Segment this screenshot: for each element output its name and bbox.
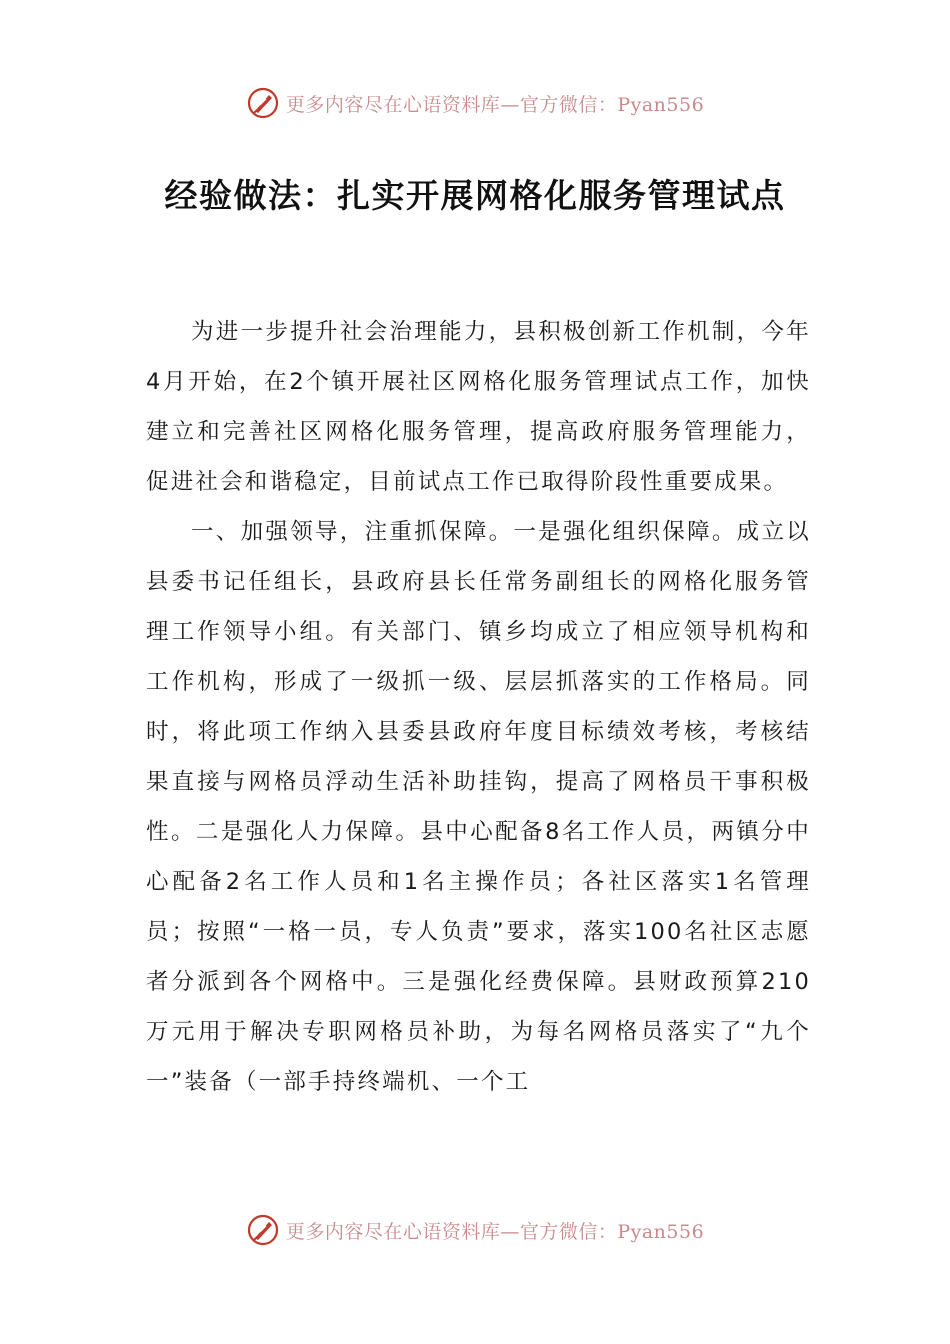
quill-pen-logo-icon bbox=[246, 86, 280, 120]
body-paragraph-1: 为进一步提升社会治理能力，县积极创新工作机制，今年4月开始，在2个镇开展社区网格化服务管理试点工作，加快建立和完善社区网格化服务管理，提高政府服务管理能力，促进社会和谐稳定，目前试点工作已取得阶段性重要成果。 bbox=[146, 319, 811, 495]
footer-banner-text: 更多内容尽在心语资料库—官方微信：Pyan556 bbox=[285, 1220, 705, 1243]
quill-pen-logo-icon bbox=[246, 1213, 280, 1247]
header-banner-text: 更多内容尽在心语资料库—官方微信：Pyan556 bbox=[285, 93, 705, 116]
header-banner bbox=[0, 83, 950, 123]
document-title: 经验做法：扎实开展网格化服务管理试点 bbox=[164, 176, 786, 215]
document-body bbox=[146, 307, 811, 1107]
body-paragraph-2: 一、加强领导，注重抓保障。一是强化组织保障。成立以县委书记任组长，县政府县长任常务副组长的网格化服务管理工作领导小组。有关部门、镇乡均成立了相应领导机构和工作机构，形成了一级抓一级、层层抓落实的工作格局。同时，将此项工作纳入县委县政府年度目标绩效考核，考核结果直接与网格员浮动生活补助挂钩，提高了网格员干事积极性。二是强化人力保障。县中心配备8名工作人员，两镇分中心配备2名工作人员和1名主操作员；各社区落实1名管理员；按照“一格一员，专人负责”要求，落实100名社区志愿者分派到各个网格中。三是强化经费保障。县财政预算210万元用于解决专职网格员补助，为每名网格员落实了“九个一”装备（一部手持终端机、一个工 bbox=[146, 519, 811, 1095]
footer-banner bbox=[0, 1210, 950, 1250]
